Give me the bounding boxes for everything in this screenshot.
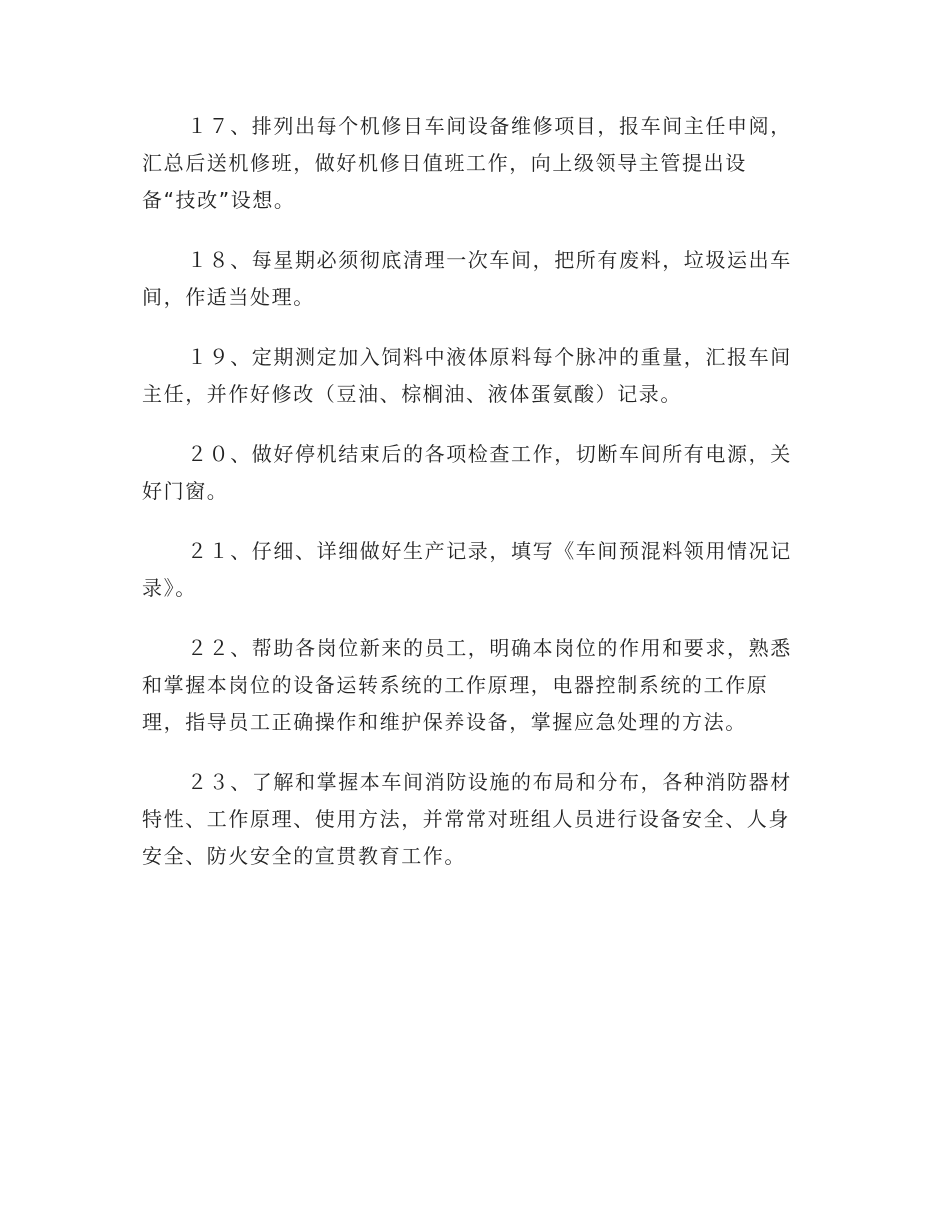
paragraph-22: ２２、帮助各岗位新来的员工，明确本岗位的作用和要求，熟悉和掌握本岗位的设备运转系统的工作原理，电器控制系统的工作原理，指导员工正确操作和维护保养设备，掌握应急处理的方法。 [142,636,792,734]
paragraph-17: １７、排列出每个机修日车间设备维修项目，报车间主任申阅，汇总后送机修班，做好机修日值班工作，向上级领导主管提出设备“技改”设想。 [142,114,792,212]
paragraph-21: ２１、仔细、详细做好生产记录，填写《车间预混料领用情况记录》。 [142,539,792,600]
paragraph-19: １９、定期测定加入饲料中液体原料每个脉冲的重量，汇报车间主任，并作好修改（豆油、棕榈油、液体蛋氨酸）记录。 [142,345,792,406]
paragraph-23: ２３、了解和掌握本车间消防设施的布局和分布，各种消防器材特性、工作原理、使用方法，并常常对班组人员进行设备安全、人身安全、防火安全的宣贯教育工作。 [142,770,792,868]
paragraph-18: １８、每星期必须彻底清理一次车间，把所有废料，垃圾运出车间，作适当处理。 [142,248,792,309]
document-body [142,108,797,898]
paragraph-20: ２０、做好停机结束后的各项检查工作，切断车间所有电源，关好门窗。 [142,442,792,503]
